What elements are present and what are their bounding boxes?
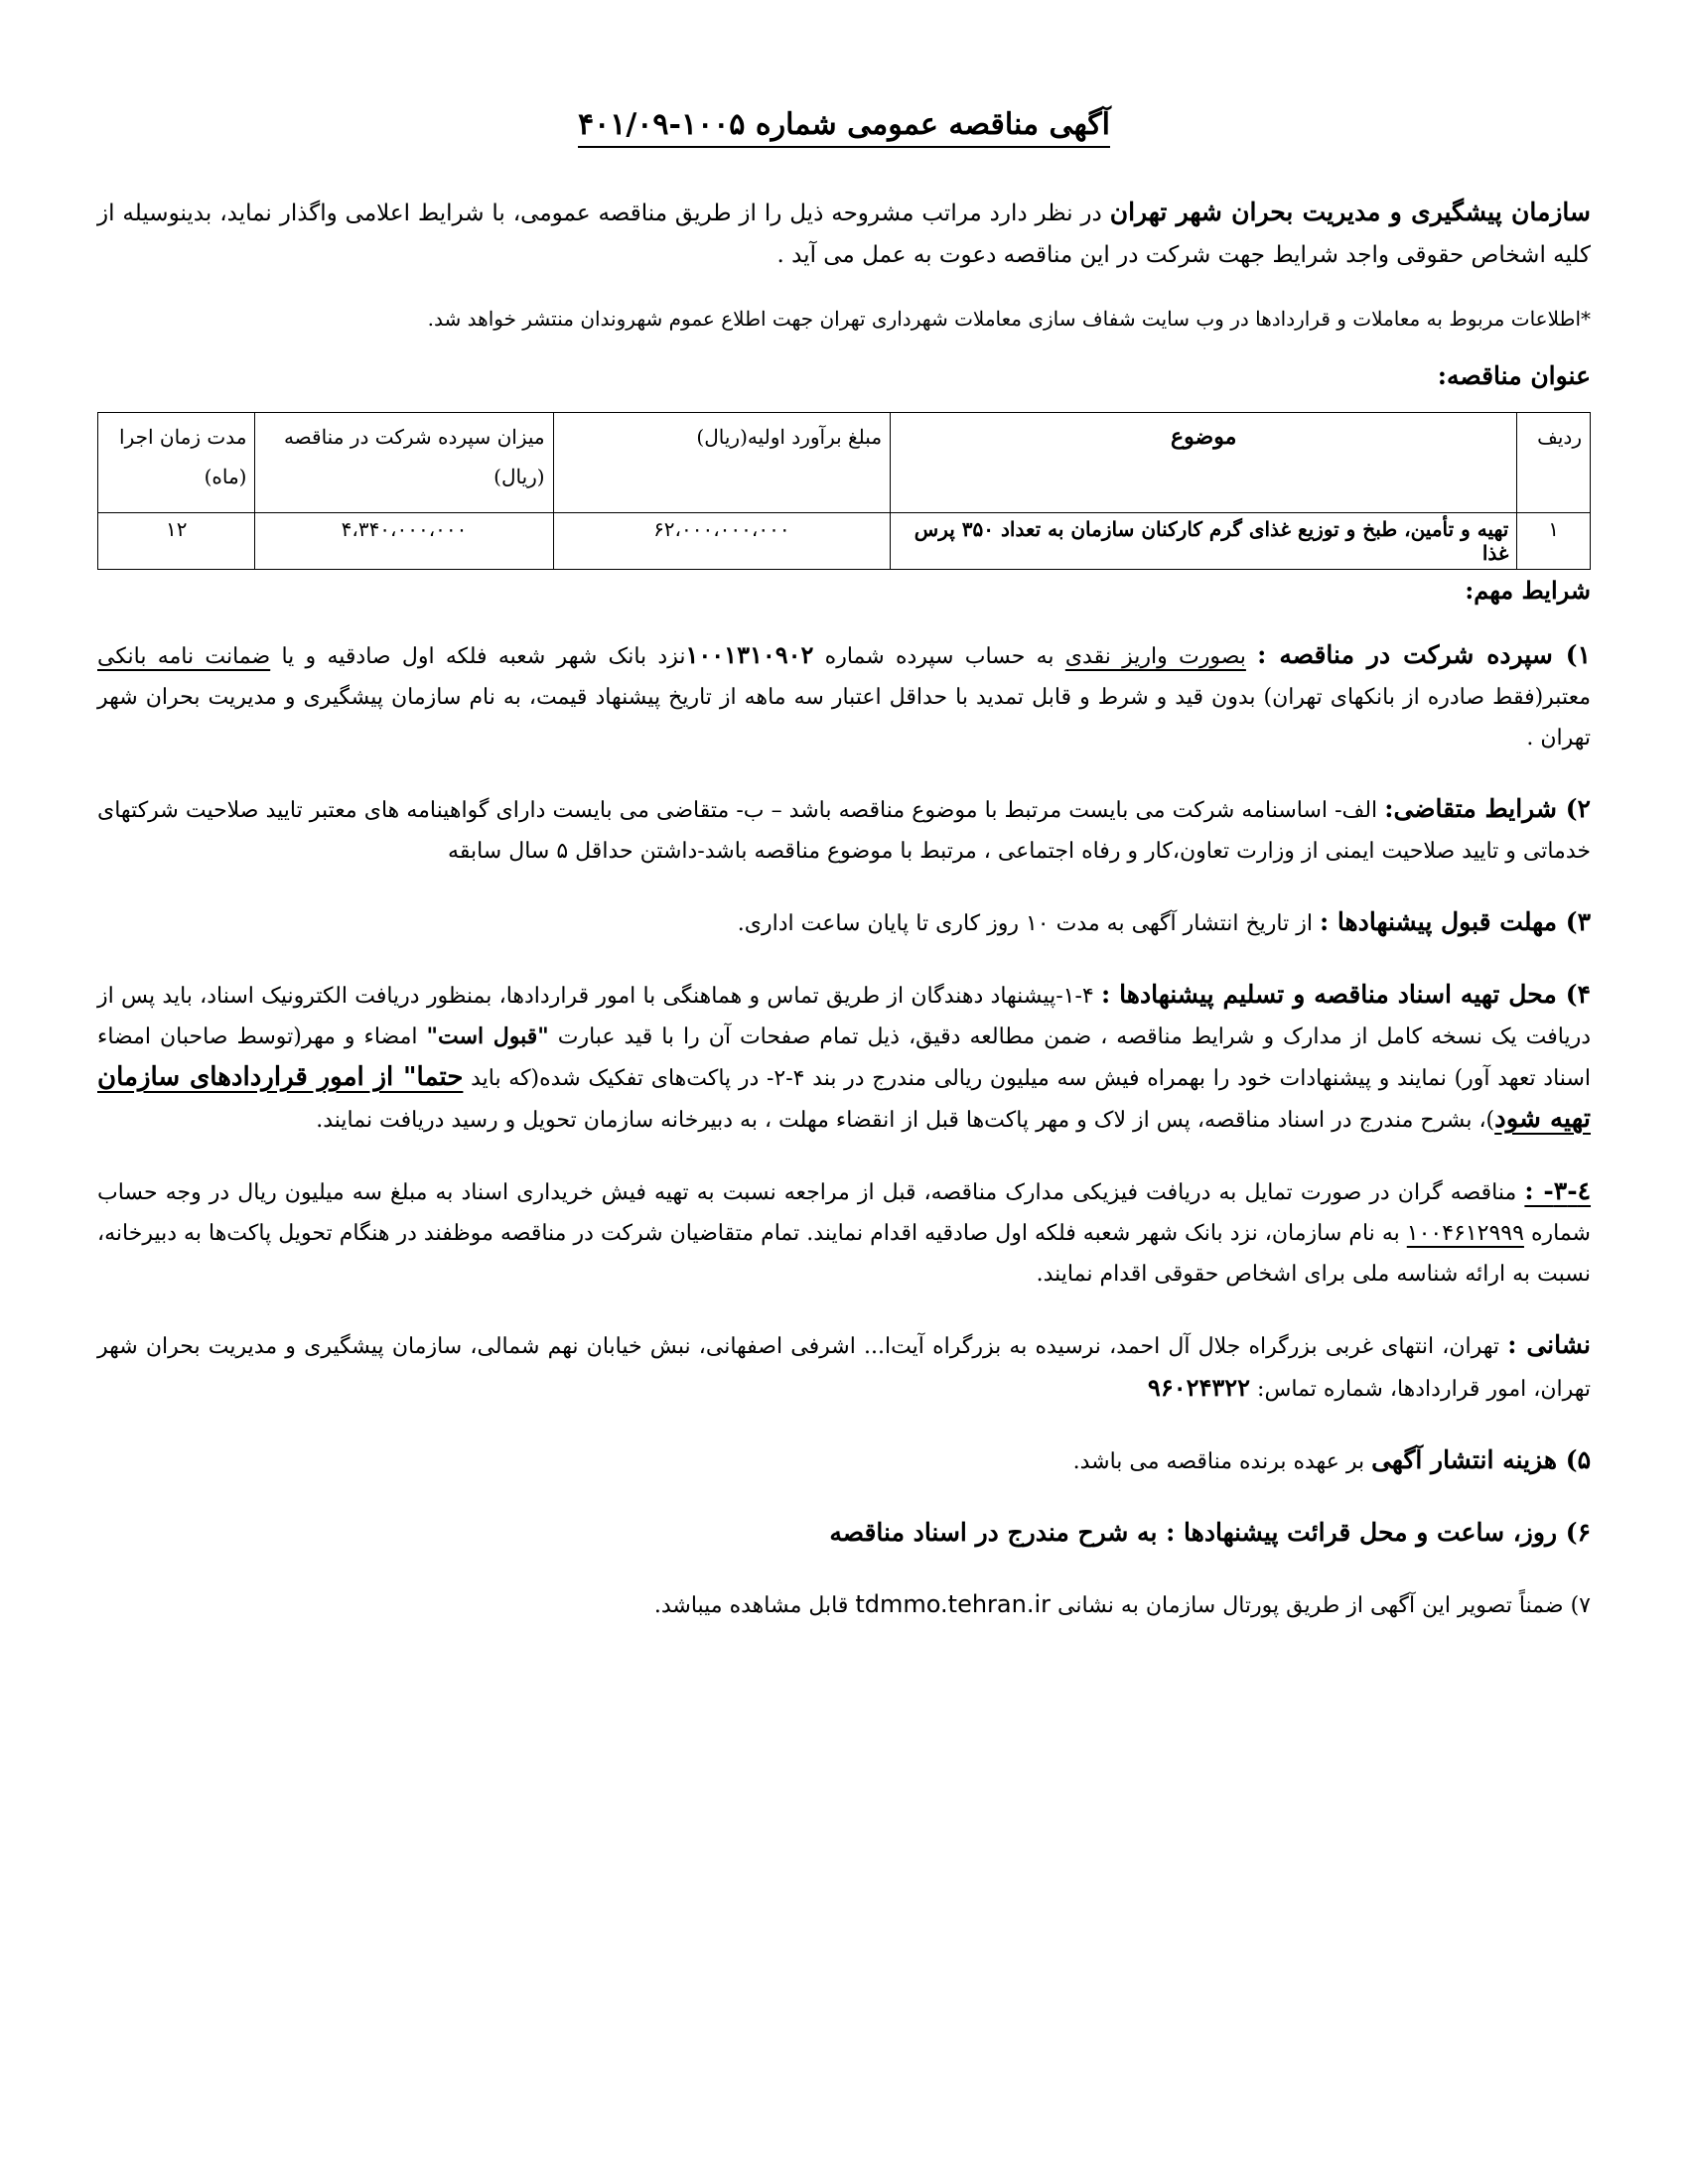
accepted-phrase: "قبول است" — [426, 1024, 549, 1049]
deposit-account-number: ۱۰۰۱۳۱۰۹۰۲ — [685, 640, 814, 669]
condition-documents — [97, 974, 1591, 1141]
condition-applicant — [97, 788, 1591, 872]
condition-4-3-text-2: به نام سازمان، نزد بانک شهر شعبه فلکه اول صادقیه اقدام نمایند. تمام متقاضیان شرکت در مناقصه موظفند در هنگام تحویل پاکت‌ها به دبیرخانه، نسبت به ارائه شناسه ملی برای اشخاص حقوقی اقدام نمایند. — [97, 1221, 1591, 1287]
address-label: نشانی : — [1507, 1330, 1591, 1359]
condition-documents-text-1: ۴-۱-پیشنهاد دهندگان از طریق تماس و هماهنگی با امور قراردادها، بمنظور دریافت الکترونیک اسناد، باید پس از دریافت یک نسخه کامل از مدارک و شرایط مناقصه ، ضمن مطالعه دقیق، ذیل تمام صفحات آن را با قید عبارت — [97, 984, 1591, 1049]
header-subject: موضوع — [891, 413, 1517, 513]
condition-applicant-text: الف- اساسنامه شرکت می بایست مرتبط با موضوع مناقصه باشد – ب- متقاضی می بایست دارای گواهینامه های معتبر تایید صلاحیت شرکتهای خدماتی و تایید صلاحیت ایمنی از وزارت تعاون،کار و رفاه اجتماعی ، مرتبط با موضوع مناقصه باشد-داشتن حداقل ۵ سال سابقه — [97, 798, 1591, 864]
transparency-note: *اطلاعات مربوط به معاملات و قراردادها در وب سایت شفاف سازی معاملات شهرداری تهران جهت اطلاع عموم شهروندان منتشر خواهد شد. — [427, 307, 1591, 331]
tender-notice-page — [97, 99, 1591, 2134]
header-duration: مدت زمان اجرا (ماه) — [98, 413, 255, 513]
address-text: تهران، انتهای غربی بزرگراه جلال آل احمد، نرسیده به بزرگراه آیت‌ا... اشرفی اصفهانی، نبش خیابان نهم شمالی، سازمان پیشگیری و مدیریت بحران شهر تهران، امور قراردادها، شماره تماس: — [97, 1334, 1591, 1402]
portal-text-2: قابل مشاهده میباشد. — [653, 1593, 849, 1618]
bank-guarantee-text: ضمانت نامه بانکی — [97, 644, 271, 669]
header-estimate: مبلغ برآورد اولیه(ریال) — [553, 413, 890, 513]
cell-duration: ۱۲ — [98, 513, 255, 570]
condition-documents-label: ۴) محل تهیه اسناد مناقصه و تسلیم پیشنهادها : — [1100, 980, 1591, 1009]
condition-applicant-label: ۲) شرایط متقاضی: — [1384, 794, 1591, 823]
cell-row-number: ۱ — [1517, 513, 1591, 570]
publication-cost-text: بر عهده برنده مناقصه می باشد. — [1072, 1449, 1365, 1474]
condition-publication-cost — [97, 1439, 1591, 1482]
condition-portal — [97, 1584, 1591, 1626]
tender-subject-heading: عنوان مناقصه: — [1437, 361, 1591, 390]
condition-deposit — [97, 634, 1591, 758]
condition-4-3-label: ٤-٣- : — [1524, 1176, 1592, 1205]
condition-deposit-text-2: نزد بانک شهر شعبه فلکه اول صادقیه و یا — [281, 644, 686, 669]
cell-subject: تهیه و تأمین، طبخ و توزیع غذای گرم کارکنان سازمان به تعداد ۳۵۰ پرس غذا — [891, 513, 1517, 570]
condition-deadline — [97, 901, 1591, 944]
address-paragraph — [97, 1324, 1591, 1410]
cell-estimate: ۶۲،۰۰۰،۰۰۰،۰۰۰ — [553, 513, 890, 570]
portal-text-1: ۷) ضمناً تصویر این آگهی از طریق پورتال سازمان به نشانی — [1057, 1593, 1591, 1618]
opening-text: ۶) روز، ساعت و محل قرائت پیشنهادها : به شرح مندرج در اسناد مناقصه — [829, 1518, 1591, 1547]
table-header-row — [98, 413, 1591, 513]
cell-deposit: ۴،۳۴۰،۰۰۰،۰۰۰ — [255, 513, 553, 570]
table-row — [98, 513, 1591, 570]
condition-documents-text-2: امضاء و مهر(توسط صاحبان امضاء اسناد تعهد آور) نمایند و پیشنهادات خود را بهمراه فیش سه میلیون ریالی مندرج در بند ۴-۲- در پاکت‌های تفکیک شده(که باید — [97, 1024, 1591, 1091]
portal-url-link[interactable]: tdmmo.tehran.ir — [855, 1590, 1052, 1618]
intro-text: در نظر دارد مراتب مشروحه ذیل را از طریق مناقصه عمومی، با شرایط اعلامی واگذار نماید، بدینوسیله از کلیه اشخاص حقوقی واجد شرایط جهت شرکت در این مناقصه دعوت به عمل می آید . — [97, 201, 1591, 268]
condition-documents-text-3: )، بشرح مندرج در اسناد مناقصه، پس از لاک و مهر پاکت‌ها قبل از انقضاء مهلت ، به دبیرخانه سازمان تحویل و رسید دریافت نمایند. — [316, 1108, 1495, 1133]
intro-paragraph — [97, 192, 1591, 276]
tender-table — [97, 412, 1591, 570]
cash-deposit-text: بصورت واریز نقدی — [1064, 644, 1246, 669]
condition-deposit-text-3: معتبر(فقط صادره از بانکهای تهران) بدون قید و شرط و قابل تمدید با حداقل اعتبار سه ماهه از تاریخ پیشنهاد قیمت، به نام سازمان پیشگیری و مدیریت بحران شهر تهران . — [97, 685, 1591, 751]
condition-deposit-label: ۱) سپرده شرکت در مناقصه : — [1257, 640, 1592, 669]
condition-deadline-text: از تاریخ انتشار آگهی به مدت ۱۰ روز کاری تا پایان ساعت اداری. — [737, 911, 1313, 936]
header-row-number: ردیف — [1517, 413, 1591, 513]
condition-deadline-label: ۳) مهلت قبول پیشنهادها : — [1319, 907, 1591, 936]
conditions-heading: شرایط مهم: — [1465, 576, 1591, 605]
notice-title-text: آگهی مناقصه عمومی شماره ۱۰۰۵-۴۰۱/۰۹ — [578, 107, 1110, 148]
purchase-account-number: ۱۰۰۴۶۱۲۹۹۹ — [1406, 1221, 1524, 1246]
organization-name: سازمان پیشگیری و مدیریت بحران شهر تهران — [1109, 198, 1591, 226]
notice-title — [97, 107, 1591, 142]
publication-cost-label: ۵) هزینه انتشار آگهی — [1371, 1445, 1591, 1474]
condition-4-3-text-1: مناقصه گران در صورت تمایل به دریافت فیزیکی مدارک مناقصه، قبل از مراجعه نسبت به تهیه فیش خریداری اسناد به مبلغ سه میلیون ریال در وجه حساب شماره — [97, 1180, 1591, 1246]
condition-physical-documents — [97, 1170, 1591, 1295]
contracts-office-emphasis: حتما" از امور قراردادهای سازمان تهیه شود — [97, 1062, 1591, 1134]
header-deposit: میزان سپرده شرکت در مناقصه (ریال) — [255, 413, 553, 513]
condition-deposit-text-1: به حساب سپرده شماره — [824, 644, 1055, 669]
condition-opening — [97, 1512, 1591, 1555]
phone-number: ۹۶۰۲۴۳۲۲ — [1147, 1373, 1251, 1402]
